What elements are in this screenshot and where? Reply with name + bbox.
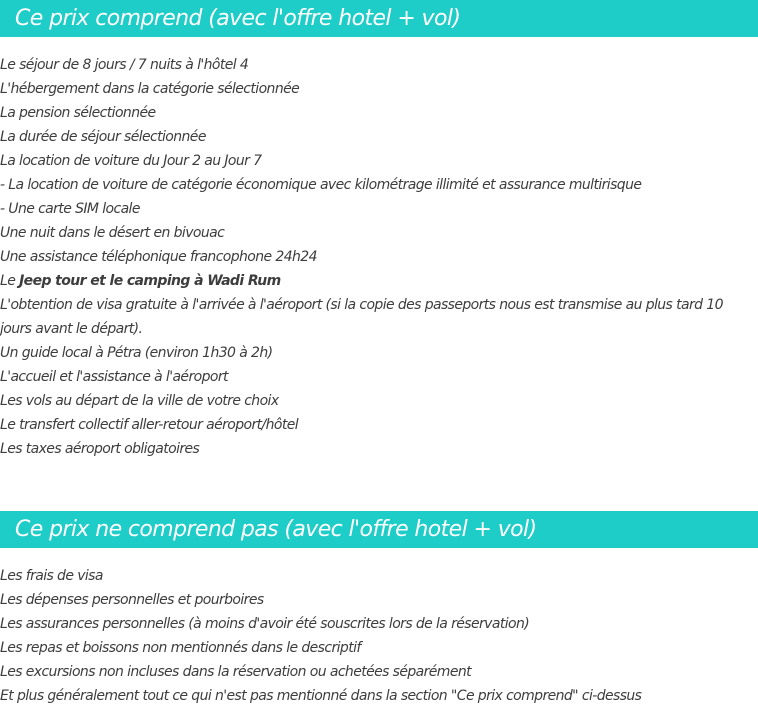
includes-section-title: Ce prix comprend (avec l'offre hotel + vol) [0, 0, 758, 37]
list-item: L'hébergement dans la catégorie sélectionnée [0, 81, 300, 97]
list-item: Les repas et boissons non mentionnés dans le descriptif [0, 640, 361, 656]
includes-list [0, 53, 750, 461]
list-item: - La location de voiture de catégorie économique avec kilométrage illimité et assurance multirisque [0, 177, 642, 193]
list-item: Les assurances personnelles (à moins d'avoir été souscrites lors de la réservation) [0, 616, 530, 632]
list-item: Une assistance téléphonique francophone 24h24 [0, 249, 317, 265]
list-item: - Une carte SIM locale [0, 201, 140, 217]
list-item: L'obtention de visa gratuite à l'arrivée à l'aéroport (si la copie des passeports nous est transmise au plus tard 10 jours avant le départ). [0, 297, 723, 337]
excludes-list [0, 564, 750, 708]
list-item: Les dépenses personnelles et pourboires [0, 592, 264, 608]
list-item-prefix: Le [0, 273, 20, 289]
list-item: Une nuit dans le désert en bivouac [0, 225, 225, 241]
list-item: Et plus généralement tout ce qui n'est pas mentionné dans la section "Ce prix comprend" ci-dessus [0, 688, 642, 704]
list-item: La durée de séjour sélectionnée [0, 129, 206, 145]
list-item: Le transfert collectif aller-retour aéroport/hôtel [0, 417, 299, 433]
list-item: La pension sélectionnée [0, 105, 156, 121]
list-item: Les vols au départ de la ville de votre choix [0, 393, 279, 409]
list-item: Les excursions non incluses dans la réservation ou achetées séparément [0, 664, 472, 680]
list-item: Le séjour de 8 jours / 7 nuits à l'hôtel 4 [0, 57, 249, 73]
list-item: L'accueil et l'assistance à l'aéroport [0, 369, 228, 385]
excludes-section-title: Ce prix ne comprend pas (avec l'offre hotel + vol) [0, 511, 758, 548]
list-item: La location de voiture du Jour 2 au Jour 7 [0, 153, 262, 169]
list-item: Les taxes aéroport obligatoires [0, 441, 200, 457]
list-item-highlight: Jeep tour et le camping à Wadi Rum [19, 273, 281, 289]
list-item [0, 269, 750, 293]
list-item: Un guide local à Pétra (environ 1h30 à 2h) [0, 345, 273, 361]
list-item: Les frais de visa [0, 568, 103, 584]
